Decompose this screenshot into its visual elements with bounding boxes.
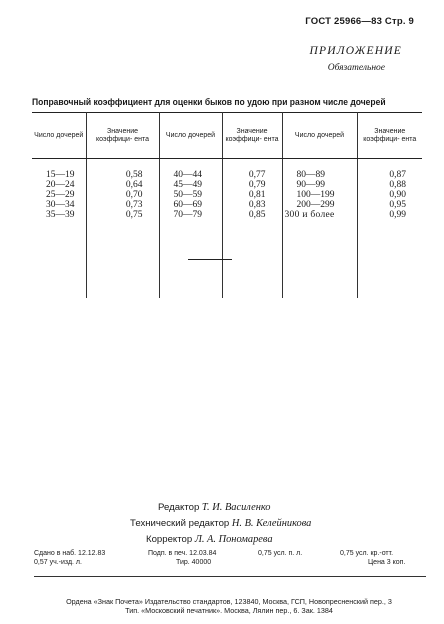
credit-label: Технический редактор xyxy=(130,518,230,529)
cell-value: 0,75 xyxy=(86,210,159,298)
table-header-row xyxy=(32,113,422,159)
page-header: ГОСТ 25966—83 Стр. 9 xyxy=(305,16,414,27)
credit-name: Т. И. Василенко xyxy=(201,502,271,513)
cell-range: 50—59 xyxy=(159,190,222,200)
credit-name: Л. А. Пономарева xyxy=(194,534,273,545)
appendix-subtitle: Обязательное xyxy=(327,63,385,73)
header-value-2: Значение коэффици- ента xyxy=(222,113,282,159)
credit-tech-editor xyxy=(130,516,311,532)
cell-value: 0,95 xyxy=(389,200,406,210)
imprint-item: 0,57 уч.-изд. л. xyxy=(34,559,82,566)
table-row xyxy=(32,180,422,190)
cell-value: 0,81 xyxy=(222,190,282,200)
imprint-line-2 xyxy=(34,558,426,567)
table-title: Поправочный коэффициент для оценки быков по удою при разном числе дочерей xyxy=(32,97,386,107)
header-value-1: Значение коэффици- ента xyxy=(86,113,159,159)
cell-range: 60—69 xyxy=(159,200,222,210)
end-rule xyxy=(188,259,232,260)
cell-range: 300 и более xyxy=(282,210,357,298)
cell-range: 200—299 xyxy=(282,200,357,210)
cell-value: 0,83 xyxy=(222,200,282,210)
appendix-title: ПРИЛОЖЕНИЕ xyxy=(309,45,402,57)
header-value-3: Значение коэффици- ента xyxy=(357,113,422,159)
cell-value: 0,79 xyxy=(222,180,282,190)
credit-editor xyxy=(158,500,311,516)
table-row xyxy=(32,210,422,298)
imprint-item: Сдано в наб. 12.12.83 xyxy=(34,550,106,557)
cell-range: 30—34 xyxy=(32,200,86,210)
cell-range: 35—39 xyxy=(32,210,86,298)
cell-value: 0,70 xyxy=(86,190,159,200)
imprint-divider xyxy=(34,576,426,577)
imprint-line-1 xyxy=(34,549,426,558)
credit-corrector xyxy=(146,532,311,548)
header-daughters-2: Число дочерей xyxy=(159,113,222,159)
footer-line: Тип. «Московский печатник». Москва, Лялин пер., 6. Зак. 1384 xyxy=(125,606,333,615)
cell-value: 0,88 xyxy=(389,180,406,190)
header-daughters-3: Число дочерей xyxy=(282,113,357,159)
header-daughters-1: Число дочерей xyxy=(32,113,86,159)
cell-range: 25—29 xyxy=(32,190,86,200)
cell-range: 15—19 xyxy=(32,159,86,181)
table-row xyxy=(32,200,422,210)
imprint-item: 0,75 усл. п. л. xyxy=(258,550,303,557)
cell-value: 0,85 xyxy=(222,210,282,298)
credits-block xyxy=(130,500,311,548)
publisher-footer xyxy=(32,597,426,615)
cell-range: 45—49 xyxy=(159,180,222,190)
imprint-item: Тир. 40000 xyxy=(176,559,212,566)
credit-name: Н. В. Келейникова xyxy=(231,518,312,529)
coefficient-table xyxy=(32,112,422,298)
imprint-item: Цена 3 коп. xyxy=(368,559,406,566)
cell-range: 40—44 xyxy=(159,159,222,181)
cell-range: 20—24 xyxy=(32,180,86,190)
cell-range: 80—89 xyxy=(282,159,357,181)
table-row xyxy=(32,159,422,181)
cell-value: 0,87 xyxy=(389,170,406,180)
credit-label: Корректор xyxy=(146,534,193,545)
table-row xyxy=(32,190,422,200)
cell-range: 90—99 xyxy=(282,180,357,190)
footer-line: Ордена «Знак Почета» Издательство стандартов, 123840, Москва, ГСП, Новопресненский пер., 3 xyxy=(66,597,392,606)
cell-value: 0,64 xyxy=(86,180,159,190)
cell-value: 0,77 xyxy=(222,159,282,181)
cell-value: 0,90 xyxy=(389,190,406,200)
cell-range: 70—79 xyxy=(159,210,222,298)
cell-value: 0,58 xyxy=(86,159,159,181)
imprint-block xyxy=(34,549,426,577)
credit-label: Редактор xyxy=(158,502,200,513)
imprint-item: 0,75 усл. кр.-отт. xyxy=(340,550,394,557)
imprint-item: Подп. в печ. 12.03.84 xyxy=(148,550,217,557)
cell-value: 0,73 xyxy=(86,200,159,210)
cell-value: 0,99 xyxy=(389,210,406,220)
cell-range: 100—199 xyxy=(282,190,357,200)
